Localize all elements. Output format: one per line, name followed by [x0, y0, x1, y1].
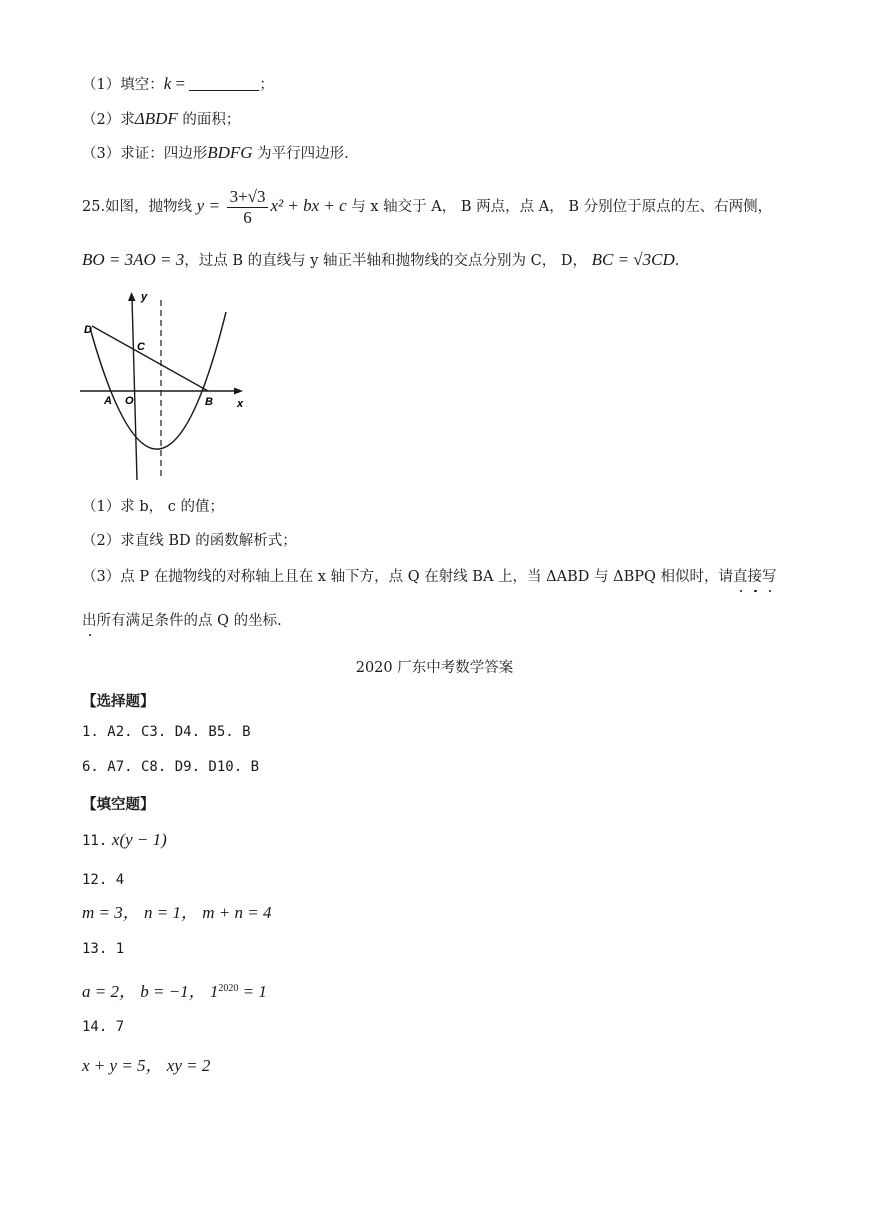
q25-sub3-cont: 出所有满足条件的点 Q 的坐标.: [82, 613, 282, 629]
answers-title: 2020 厂东中考数学答案: [355, 660, 514, 676]
q25-sub2: （2）求直线 BD 的函数解析式；: [82, 533, 297, 549]
y-axis: [132, 298, 137, 480]
q25-intro: 25.如图，抛物线 y = $\frac{3+√3}{6}$ x² + bx + c 与 x 轴交于 A， B 两点，点 A， B 分别位于原点的左、右两侧，: [82, 186, 773, 227]
choice-answers-row1: 1. A2. C3. D4. B5. B: [82, 724, 251, 740]
q24-part2: （2）求ΔBDF 的面积；: [82, 109, 241, 128]
answer-11: 11. x(y − 1): [82, 830, 167, 849]
x-axis-arrow: [234, 388, 243, 395]
fill-header: 【填空题】: [82, 796, 155, 813]
parabola-figure: [80, 288, 250, 483]
line-BD: [92, 326, 208, 391]
answer-blank: [189, 76, 259, 91]
answer-12-work: m = 3， n = 1， m + n = 4: [82, 903, 272, 922]
answer-13: 13. 1: [82, 941, 125, 957]
label-B: B: [205, 396, 213, 408]
q25-sub1: （1）求 b， c 的值；: [82, 499, 224, 515]
answer-13-work: a = 2， b = −1， $1^{2020} = 1$: [82, 981, 267, 1001]
label-O: O: [125, 395, 134, 407]
label-y: y: [141, 291, 148, 303]
label-A: A: [104, 395, 112, 407]
q25-condition: BO = 3AO = 3，过点 B 的直线与 y 轴正半轴和抛物线的交点分别为 C， D， BC = √3CD.: [82, 250, 680, 269]
answer-12: 12. 4: [82, 872, 125, 888]
label-C: C: [137, 341, 145, 353]
q25-sub3: （3）点 P 在抛物线的对称轴上且在 x 轴下方，点 Q 在射线 BA 上，当 ΔABD 与 ΔBPQ 相似时，请直接写: [82, 569, 777, 585]
coefficient-fraction: $\frac{3+√3}{6}$: [227, 188, 269, 227]
label-x: x: [237, 398, 244, 410]
answer-14: 14. 7: [82, 1019, 125, 1035]
parabola-curve: [90, 312, 226, 449]
label-D: D: [84, 324, 92, 336]
choice-header: 【选择题】: [82, 693, 155, 710]
q24-part1: （1）填空：k = ；: [82, 74, 274, 93]
answer-14-work: x + y = 5， xy = 2: [82, 1056, 211, 1075]
y-axis-arrow: [128, 292, 136, 301]
q24-part3: （3）求证：四边形BDFG 为平行四边形.: [82, 143, 349, 162]
choice-answers-row2: 6. A7. C8. D9. D10. B: [82, 759, 260, 775]
